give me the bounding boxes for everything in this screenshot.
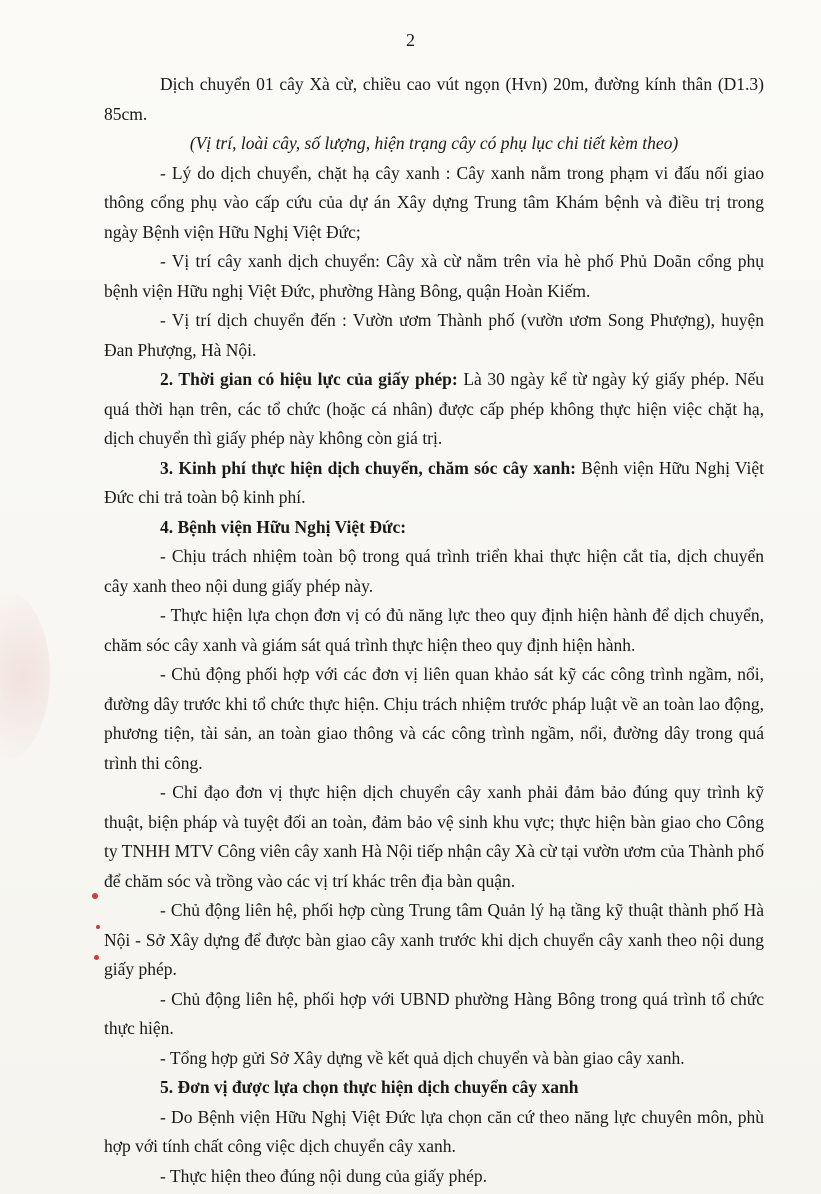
- section-2-heading: 2. Thời gian có hiệu lực của giấy phép:: [160, 369, 458, 389]
- section-4-item: - Chủ động liên hệ, phối hợp cùng Trung tâm Quản lý hạ tầng kỹ thuật thành phố Hà Nội - Sở Xây dựng để được bàn giao cây xanh trước khi dịch chuyển cây xanh theo nội dung giấy phép.: [104, 900, 764, 979]
- section-5-heading-text: 5. Đơn vị được lựa chọn thực hiện dịch chuyển cây xanh: [160, 1077, 579, 1097]
- relocation-destination: - Vị trí dịch chuyển đến : Vườn ươm Thành phố (vườn ươm Song Phượng), huyện Đan Phượng, Hà Nội.: [104, 310, 764, 360]
- red-stamp-partial: [0, 590, 50, 760]
- section-4-item: - Chỉ đạo đơn vị thực hiện dịch chuyển cây xanh phải đảm bảo đúng quy trình kỹ thuật, biện pháp và tuyệt đối an toàn, đảm bảo vệ sinh khu vực; thực hiện bàn giao cho Công ty TNHH MTV Công viên cây xanh Hà Nội tiếp nhận cây Xà cừ tại vườn ươm của Thành phố để chăm sóc và trồng vào các vị trí khác trên địa bàn quận.: [104, 782, 764, 891]
- section-2-text: Là 30 ngày kể từ ngày ký giấy phép. Nếu quá thời hạn trên, các tổ chức (hoặc cá nhân) được cấp phép không thực hiện việc chặt hạ, dịch chuyển thì giấy phép này không còn giá trị.: [104, 369, 764, 448]
- relocation-reason: - Lý do dịch chuyển, chặt hạ cây xanh : Cây xanh nằm trong phạm vi đấu nối giao thông cổng phụ vào cấp cứu của dự án Xây dựng Trung tâm Khám bệnh và điều trị trong ngày Bệnh viện Hữu Nghị Việt Đức;: [104, 162, 764, 242]
- tree-description: Dịch chuyển 01 cây Xà cừ, chiều cao vút ngọn (Hvn) 20m, đường kính thân (D1.3) 85cm.: [104, 74, 764, 124]
- section-3-text: Bệnh viện Hữu Nghị Việt Đức chi trả toàn bộ kinh phí.: [104, 457, 764, 507]
- section-4-item: - Thực hiện lựa chọn đơn vị có đủ năng lực theo quy định hiện hành để dịch chuyển, chăm sóc cây xanh và giám sát quá trình thực hiện theo quy định hiện hành.: [104, 605, 764, 655]
- section-5-item: - Thực hiện theo đúng nội dung của giấy phép.: [160, 1165, 488, 1186]
- tree-location: - Vị trí cây xanh dịch chuyển: Cây xà cừ nằm trên vỉa hè phố Phủ Doãn cổng phụ bệnh viện Hữu nghị Việt Đức, phường Hàng Bông, quận Hoàn Kiếm.: [104, 251, 764, 301]
- section-5-heading: [104, 1073, 764, 1103]
- section-4-item: - Chủ động phối hợp với các đơn vị liên quan khảo sát kỹ các công trình ngầm, nổi, đường dây trước khi tổ chức thực hiện. Chịu trách nhiệm trước pháp luật về an toàn lao động, phương tiện, tài sản, an toàn giao thông và các công trình ngầm, nổi, đường dây trong quá trình thi công.: [104, 664, 764, 773]
- margin-mark: [94, 955, 99, 960]
- page-number: 2: [406, 30, 415, 50]
- appendix-note: (Vị trí, loài cây, số lượng, hiện trạng cây có phụ lục chi tiết kèm theo): [189, 133, 679, 153]
- document-body: [104, 70, 764, 1191]
- section-4-item: - Tổng hợp gửi Sở Xây dựng về kết quả dịch chuyển và bàn giao cây xanh.: [160, 1047, 685, 1068]
- section-4-item: - Chủ động liên hệ, phối hợp với UBND phường Hàng Bông trong quá trình tổ chức thực hiện.: [104, 988, 764, 1038]
- section-2: [104, 365, 764, 454]
- section-4-heading: [104, 513, 764, 543]
- margin-mark: [96, 925, 100, 929]
- section-4-heading-text: 4. Bệnh viện Hữu Nghị Việt Đức:: [160, 516, 407, 537]
- section-3-heading: 3. Kinh phí thực hiện dịch chuyển, chăm sóc cây xanh:: [160, 457, 577, 478]
- section-4-item: - Chịu trách nhiệm toàn bộ trong quá trình triển khai thực hiện cắt tỉa, dịch chuyển cây xanh theo nội dung giấy phép này.: [104, 546, 764, 596]
- margin-mark: [92, 893, 98, 899]
- section-5-item: - Do Bệnh viện Hữu Nghị Việt Đức lựa chọn căn cứ theo năng lực chuyên môn, phù hợp với tính chất công việc dịch chuyển cây xanh.: [104, 1106, 764, 1156]
- section-3: [104, 454, 764, 513]
